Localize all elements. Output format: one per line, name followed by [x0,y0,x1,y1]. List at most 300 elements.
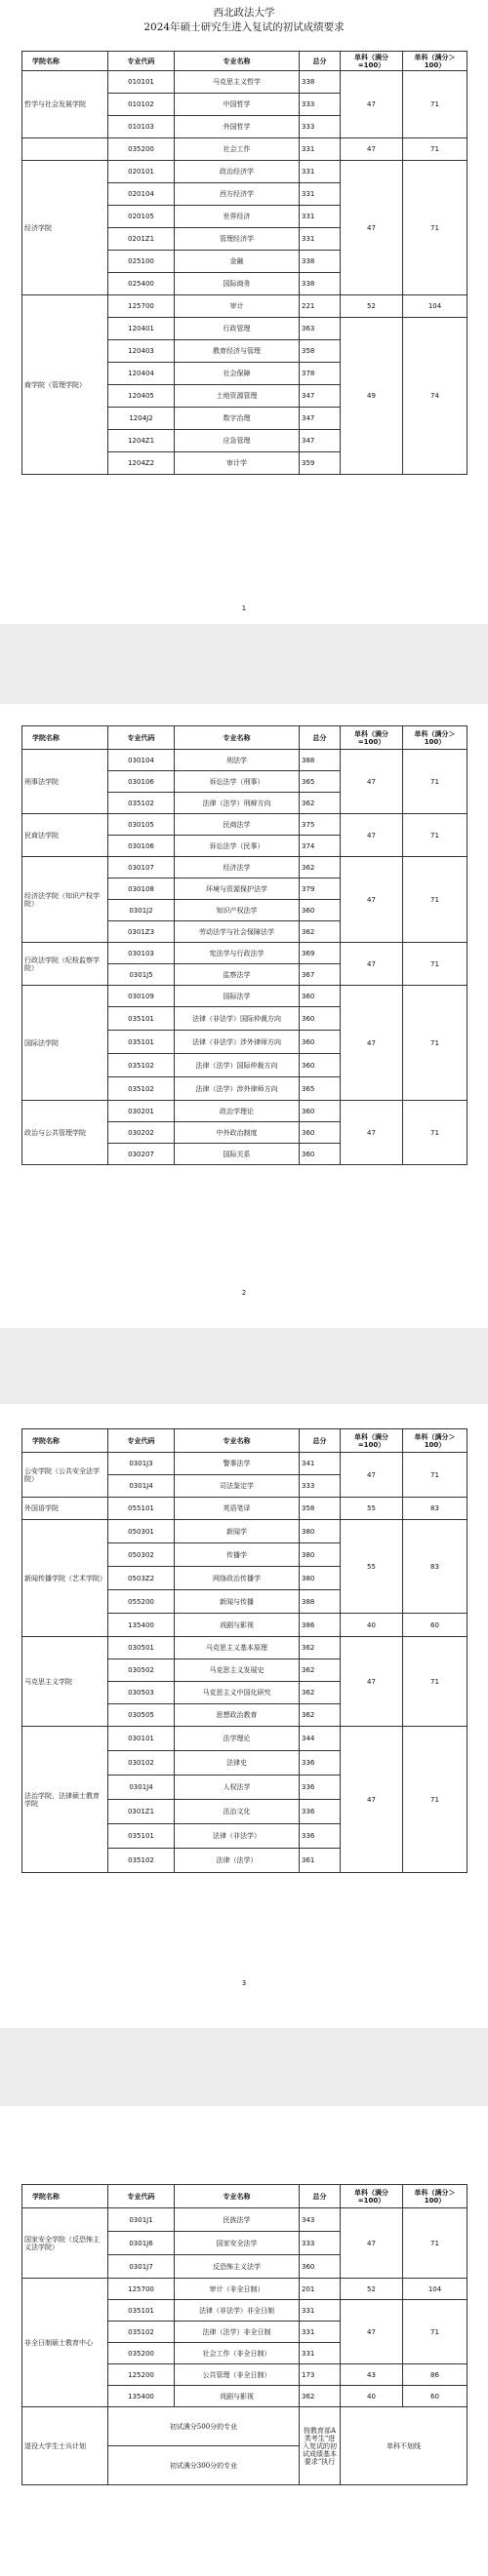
major-name: 马克思主义哲学 [175,71,300,94]
total-score: 338 [300,71,341,94]
major-code: 125700 [108,2279,175,2300]
major-code: 120401 [108,318,175,340]
single-100-line: 49 [341,318,403,475]
single-100-line: 52 [341,295,403,318]
single-150-line: 71 [403,857,468,943]
single-150-line: 83 [403,1498,468,1520]
school-name: 经济学院 [22,161,108,295]
major-name: 英语笔译 [175,1498,300,1520]
major-name: 政治经济学 [175,161,300,183]
score-table-page-4 [21,2184,468,2485]
major-code: 025100 [108,251,175,273]
major-code: 0301J6 [108,2232,175,2255]
header-single-150: 单科（满分＞ 100） [403,52,468,71]
total-score: 360 [300,1144,341,1165]
document-subtitle: 2024年硕士研究生进入复试的初试成绩要求 [143,21,345,33]
major-code: 0301J2 [108,900,175,921]
single-150-line: 104 [403,2279,468,2300]
total-score: 360 [300,2255,341,2279]
major-name: 金融 [175,251,300,273]
single-150-line: 71 [403,750,468,814]
total-score: 360 [300,1054,341,1077]
major-code: 0503Z2 [108,1567,175,1590]
major-name: 土地资源管理 [175,385,300,408]
major-code: 020105 [108,206,175,228]
single-150-line: 71 [403,138,468,161]
single-150-line: 71 [403,1101,468,1165]
single-100-line: 47 [341,1453,403,1498]
major-code: 030103 [108,943,175,964]
total-score: 341 [300,1453,341,1475]
major-code: 035200 [108,138,175,161]
single-150-line: 104 [403,295,468,318]
header-code: 专业代码 [108,1429,175,1453]
major-name: 中外政治制度 [175,1122,300,1144]
total-score: 362 [300,1704,341,1727]
school-name: 政治与公共管理学院 [22,1101,108,1165]
major-name: 法律（法学） [175,1849,300,1873]
table-row [22,1520,468,1543]
major-name: 公共管理（非全日制） [175,2364,300,2386]
major-code: 025400 [108,273,175,295]
total-score: 388 [300,1590,341,1614]
major-name: 思想政治教育 [175,1704,300,1727]
major-code: 020101 [108,161,175,183]
major-code: 030505 [108,1704,175,1727]
major-name: 法律（非法学）非全日制 [175,2300,300,2322]
header-single-150: 单科（满分＞ 100） [403,1429,468,1453]
school-name: 哲学与社会发展学院 [22,71,108,138]
single-150-line: 71 [403,1637,468,1727]
table-row [22,161,468,183]
major-code: 0201Z1 [108,228,175,251]
major-code: 135400 [108,1614,175,1637]
score-table-page-2 [21,725,468,1165]
school-name: 公安学院（公共安全法学院） [22,1453,108,1498]
header-code: 专业代码 [108,2185,175,2208]
total-score: 333 [300,2232,341,2255]
major-code: 030207 [108,1144,175,1165]
total-score: 331 [300,183,341,206]
single-150-line: 71 [403,161,468,295]
single-100-line: 47 [341,986,403,1101]
major-name: 宪法学与行政法学 [175,943,300,964]
score-table-page-1 [21,51,468,475]
major-code: 050301 [108,1520,175,1543]
major-code: 030503 [108,1682,175,1704]
major-code: 120403 [108,340,175,363]
single-100-line: 47 [341,1101,403,1165]
total-score: 336 [300,1751,341,1776]
major-name: 民族法学 [175,2208,300,2232]
major-name: 法律（非法学）涉外律师方向 [175,1031,300,1054]
major-name: 世界经济 [175,206,300,228]
major-code: 030104 [108,750,175,771]
major-code: 1204Z2 [108,452,175,475]
total-score: 360 [300,900,341,921]
major-name: 法治文化 [175,1800,300,1824]
school-name: 行政法学院（纪检监察学院） [22,943,108,986]
total-score: 331 [300,2300,341,2322]
total-score: 336 [300,1824,341,1849]
major-code: 0301Z1 [108,1800,175,1824]
single-100-line: 40 [341,2386,403,2407]
major-name: 马克思主义基本原理 [175,1637,300,1659]
major-code: 0301J3 [108,1453,175,1475]
table-row [22,71,468,94]
header-single-150: 单科（满分＞ 100） [403,2185,468,2208]
major-name: 国家安全法学 [175,2232,300,2255]
school-name: 新闻传播学院（艺术学院） [22,1520,108,1637]
major-name: 诉讼法学（民事） [175,836,300,857]
total-score: 362 [300,793,341,814]
school-name: 商学院（管理学院） [22,295,108,475]
single-100-line: 47 [341,750,403,814]
major-name: 法律（法学）涉外律师方向 [175,1077,300,1101]
document-title: 西北政法大学 [213,7,275,19]
total-score: 338 [300,273,341,295]
major-code: 055200 [108,1590,175,1614]
major-name: 新闻学 [175,1520,300,1543]
school-name: 国际法学院 [22,986,108,1101]
major-code: 035101 [108,1824,175,1849]
total-score: 347 [300,430,341,452]
major-code: 030502 [108,1659,175,1682]
major-name: 刑法学 [175,750,300,771]
major-name: 反恐怖主义法学 [175,2255,300,2279]
major-code: 1204Z1 [108,430,175,452]
total-score: 362 [300,2386,341,2407]
table-row [22,1453,468,1475]
table-row [22,750,468,771]
total-score: 369 [300,943,341,964]
major-code: 0301J5 [108,964,175,986]
total-score: 343 [300,2208,341,2232]
major-code: 0301J4 [108,1475,175,1498]
total-score: 360 [300,1101,341,1122]
major-name: 中国哲学 [175,94,300,116]
major-name: 监察法学 [175,964,300,986]
major-name: 社会工作 [175,138,300,161]
single-150-line: 71 [403,986,468,1101]
major-code: 125700 [108,295,175,318]
major-code: 035101 [108,1031,175,1054]
single-150-line: 74 [403,318,468,475]
major-name: 人权法学 [175,1776,300,1800]
table-row [22,1101,468,1122]
header-school: 学院名称 [22,726,108,750]
major-code: 030105 [108,814,175,836]
single-100-line: 55 [341,1498,403,1520]
major-name: 审计 [175,295,300,318]
major-name: 教育经济与管理 [175,340,300,363]
single-100-line: 47 [341,1727,403,1873]
single-150-line: 60 [403,1614,468,1637]
total-score: 380 [300,1543,341,1567]
school-name: 经济法学院（知识产权学院） [22,857,108,943]
major-code: 0301J4 [108,1776,175,1800]
single-100-line: 47 [341,161,403,295]
major-name: 法律（法学）国际仲裁方向 [175,1054,300,1077]
header-code: 专业代码 [108,726,175,750]
major-name: 数字治理 [175,408,300,430]
major-code: 035102 [108,1849,175,1873]
header-school: 学院名称 [22,52,108,71]
major-name: 国际关系 [175,1144,300,1165]
table-row [22,2208,468,2232]
major-name: 初试满分300分的专业 [108,2446,300,2485]
document-page-4 [0,2106,488,2576]
soldier-rule: 按教育部A类考生“进入复试的初试成绩基本要求”执行 [300,2407,341,2485]
table-row [22,2407,468,2446]
major-name: 国际法学 [175,986,300,1007]
header-total: 总分 [300,52,341,71]
major-code: 030201 [108,1101,175,1122]
major-code: 035101 [108,1007,175,1031]
table-row [22,1727,468,1751]
major-name: 审计（非全日制） [175,2279,300,2300]
table-header-row [22,726,468,750]
total-score: 331 [300,2343,341,2364]
table-row [22,2279,468,2300]
table-row [22,138,468,161]
total-score: 331 [300,206,341,228]
major-code: 0301Z3 [108,921,175,943]
document-page-2 [0,704,488,1328]
school-name: 法治学院，法律硕士教育学院 [22,1727,108,1873]
total-score: 363 [300,318,341,340]
table-row [22,814,468,836]
major-name: 西方经济学 [175,183,300,206]
single-150-line: 86 [403,2364,468,2386]
single-100-line: 47 [341,71,403,138]
major-name: 环境与资源保护法学 [175,878,300,900]
major-name: 戏剧与影视 [175,2386,300,2407]
page-number: 2 [241,1289,247,1297]
header-single-100: 单科（满分 =100） [341,2185,403,2208]
total-score: 386 [300,1614,341,1637]
single-100-line: 47 [341,1637,403,1727]
total-score: 338 [300,251,341,273]
header-major: 专业名称 [175,52,300,71]
single-100-line: 47 [341,943,403,986]
single-100-line: 47 [341,857,403,943]
total-score: 378 [300,363,341,385]
total-score: 359 [300,452,341,475]
total-score: 362 [300,921,341,943]
total-score: 360 [300,1007,341,1031]
single-150-line: 71 [403,2300,468,2364]
major-name: 传播学 [175,1543,300,1567]
total-score: 388 [300,750,341,771]
header-major: 专业名称 [175,2185,300,2208]
school-name [22,138,108,161]
total-score: 331 [300,2322,341,2343]
table-header-row [22,1429,468,1453]
header-code: 专业代码 [108,52,175,71]
major-name: 外国哲学 [175,116,300,138]
total-score: 380 [300,1567,341,1590]
major-name: 诉讼法学（刑事） [175,771,300,793]
page-number: 1 [241,605,247,612]
header-total: 总分 [300,1429,341,1453]
school-name: 刑事法学院 [22,750,108,814]
table-row [22,857,468,878]
total-score: 362 [300,857,341,878]
table-row [22,1637,468,1659]
major-name: 法律（非法学）国际仲裁方向 [175,1007,300,1031]
major-name: 初试满分500分的专业 [108,2407,300,2446]
total-score: 221 [300,295,341,318]
major-name: 法律史 [175,1751,300,1776]
major-name: 知识产权法学 [175,900,300,921]
major-code: 035102 [108,1077,175,1101]
major-name: 社会保障 [175,363,300,385]
school-name: 非全日制硕士教育中心 [22,2279,108,2407]
single-100-line: 47 [341,2208,403,2279]
total-score: 362 [300,1637,341,1659]
major-name: 民商法学 [175,814,300,836]
table-row [22,986,468,1007]
major-name: 网络政治传播学 [175,1567,300,1590]
major-code: 120405 [108,385,175,408]
major-name: 戏剧与影视 [175,1614,300,1637]
header-total: 总分 [300,2185,341,2208]
single-150-line: 71 [403,71,468,138]
document-page-3 [0,1404,488,2028]
single-100-line: 47 [341,814,403,857]
total-score: 380 [300,1520,341,1543]
total-score: 173 [300,2364,341,2386]
single-150-line: 71 [403,2208,468,2279]
major-code: 030101 [108,1727,175,1751]
school-name: 民商法学院 [22,814,108,857]
major-code: 030501 [108,1637,175,1659]
total-score: 336 [300,1776,341,1800]
major-name: 国际商务 [175,273,300,295]
header-major: 专业名称 [175,726,300,750]
single-100-line: 47 [341,2300,403,2364]
major-code: 010102 [108,94,175,116]
major-code: 125200 [108,2364,175,2386]
single-150-line: 60 [403,2386,468,2407]
page-number: 3 [241,1979,247,1987]
major-name: 警事法学 [175,1453,300,1475]
major-name: 法律（法学）刑辩方向 [175,793,300,814]
total-score: 331 [300,161,341,183]
single-150-line: 71 [403,943,468,986]
single-100-line: 52 [341,2279,403,2300]
header-school: 学院名称 [22,1429,108,1453]
major-code: 035200 [108,2343,175,2364]
single-150-line: 71 [403,1453,468,1498]
document-page-1 [0,0,488,624]
single-100-line: 40 [341,1614,403,1637]
total-score: 333 [300,94,341,116]
table-row [22,295,468,318]
major-code: 035101 [108,2300,175,2322]
total-score: 344 [300,1727,341,1751]
total-score: 331 [300,138,341,161]
total-score: 360 [300,1122,341,1144]
total-score: 361 [300,1849,341,1873]
major-name: 法律（非法学） [175,1824,300,1849]
major-name: 行政管理 [175,318,300,340]
header-school: 学院名称 [22,2185,108,2208]
major-code: 010103 [108,116,175,138]
major-name: 法学理论 [175,1727,300,1751]
total-score: 358 [300,1498,341,1520]
total-score: 375 [300,814,341,836]
total-score: 201 [300,2279,341,2300]
major-code: 020104 [108,183,175,206]
major-code: 030107 [108,857,175,878]
school-name: 马克思主义学院 [22,1637,108,1727]
single-100-line: 55 [341,1520,403,1614]
total-score: 358 [300,340,341,363]
major-name: 管理经济学 [175,228,300,251]
total-score: 365 [300,1077,341,1101]
major-code: 035102 [108,1054,175,1077]
single-150-line: 71 [403,1727,468,1873]
major-name: 审计学 [175,452,300,475]
single-100-line: 47 [341,138,403,161]
major-code: 030102 [108,1751,175,1776]
major-code: 030202 [108,1122,175,1144]
major-code: 030109 [108,986,175,1007]
major-name: 马克思主义中国化研究 [175,1682,300,1704]
table-header-row [22,2185,468,2208]
major-code: 030106 [108,771,175,793]
header-total: 总分 [300,726,341,750]
major-code: 0301J7 [108,2255,175,2279]
single-100-line: 43 [341,2364,403,2386]
table-row [22,943,468,964]
major-code: 030108 [108,878,175,900]
major-code: 050302 [108,1543,175,1567]
total-score: 360 [300,986,341,1007]
major-name: 经济法学 [175,857,300,878]
major-code: 035102 [108,793,175,814]
score-table-page-3 [21,1428,468,1873]
total-score: 331 [300,228,341,251]
school-name: 退役大学生士兵计划 [22,2407,108,2485]
header-major: 专业名称 [175,1429,300,1453]
major-code: 120404 [108,363,175,385]
major-name: 新闻与传播 [175,1590,300,1614]
total-score: 347 [300,385,341,408]
table-header-row [22,52,468,71]
single-150-line: 71 [403,814,468,857]
soldier-note: 单科不划线 [341,2407,468,2485]
major-name: 司法鉴定学 [175,1475,300,1498]
header-single-100: 单科（满分 =100） [341,52,403,71]
total-score: 367 [300,964,341,986]
header-single-100: 单科（满分 =100） [341,1429,403,1453]
major-code: 135400 [108,2386,175,2407]
major-name: 马克思主义发展史 [175,1659,300,1682]
major-name: 应急管理 [175,430,300,452]
header-single-100: 单科（满分 =100） [341,726,403,750]
total-score: 374 [300,836,341,857]
major-code: 055101 [108,1498,175,1520]
total-score: 365 [300,771,341,793]
total-score: 360 [300,1031,341,1054]
major-code: 010101 [108,71,175,94]
major-name: 政治学理论 [175,1101,300,1122]
total-score: 362 [300,1659,341,1682]
school-name: 国家安全学院（反恐怖主义法学院） [22,2208,108,2279]
